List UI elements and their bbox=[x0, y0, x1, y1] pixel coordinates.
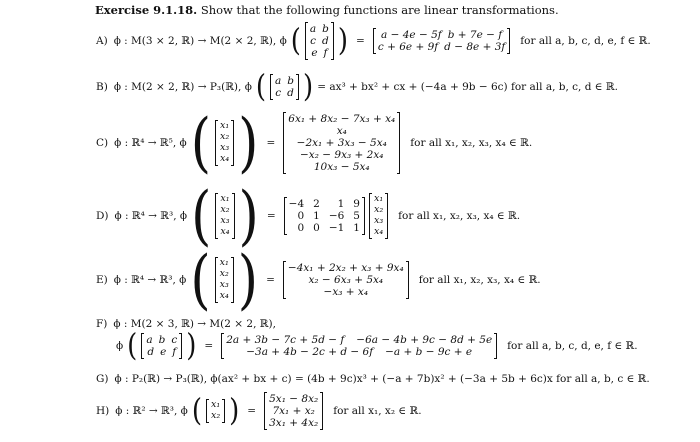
matrix-row bbox=[220, 291, 229, 302]
equals-sign: = bbox=[204, 340, 214, 353]
math-term: a − 4e − 5f bbox=[381, 29, 442, 42]
matrix-row bbox=[288, 113, 395, 125]
item-d bbox=[96, 178, 521, 254]
math-term: −2x₁ + 3x₃ − 5x₄ bbox=[296, 137, 387, 150]
matrix-row bbox=[288, 274, 404, 286]
parenthesis: ) bbox=[237, 242, 259, 318]
item-a bbox=[96, 22, 651, 60]
item-b bbox=[96, 69, 618, 106]
math-term: c + 6e + 9f bbox=[377, 41, 439, 54]
math-term: f bbox=[172, 346, 177, 359]
math-term: 0 bbox=[297, 209, 305, 222]
item-a-forall: for all a, b, c, d, e, f ∈ ℝ. bbox=[520, 35, 651, 48]
item-d-map: ϕ : ℝ⁴ → ℝ³, ϕ bbox=[114, 209, 188, 222]
math-term: x₂ bbox=[210, 410, 221, 422]
math-term: a bbox=[146, 334, 153, 346]
math-term: x₄ bbox=[373, 225, 384, 237]
matrix-row bbox=[288, 125, 395, 137]
math-term: −x₃ + x₄ bbox=[323, 286, 369, 299]
parenthesis: ) bbox=[303, 69, 314, 106]
math-term: 1 bbox=[353, 222, 360, 235]
item-d-coefficient-matrix bbox=[284, 197, 365, 235]
math-term: d bbox=[287, 87, 294, 100]
item-c-output-vector bbox=[283, 112, 400, 174]
math-term: 3x₁ + 4x₂ bbox=[269, 417, 319, 430]
math-term: 5x₁ − 8x₂ bbox=[269, 393, 319, 405]
math-term: x₄ bbox=[336, 125, 347, 138]
matrix-row bbox=[288, 149, 395, 161]
exercise-instruction: Show that the following functions are linear transformations. bbox=[200, 3, 559, 17]
item-f-label: F) bbox=[96, 318, 108, 330]
item-d-vector bbox=[369, 193, 388, 239]
matrix-row bbox=[211, 411, 220, 422]
item-c bbox=[96, 105, 533, 181]
equals-sign: = bbox=[247, 405, 257, 418]
math-term: x₂ bbox=[373, 204, 384, 216]
item-b-label: B) bbox=[96, 81, 108, 94]
item-e bbox=[96, 242, 541, 318]
parenthesis: ) bbox=[186, 328, 197, 365]
item-d-input-vector bbox=[215, 193, 234, 239]
item-c-map: ϕ : ℝ⁴ → ℝ⁵, ϕ bbox=[114, 137, 187, 150]
equals-sign: = bbox=[266, 273, 275, 286]
paren-open: ( bbox=[290, 23, 301, 60]
math-term: 0 bbox=[297, 222, 305, 235]
item-h-input-vector bbox=[206, 399, 225, 423]
item-g-label: G) bbox=[96, 373, 109, 385]
item-e-input-vector bbox=[215, 257, 234, 303]
matrix-row bbox=[269, 405, 318, 417]
matrix-row bbox=[146, 334, 177, 346]
math-term: x₃ bbox=[220, 215, 230, 226]
item-a-input-matrix bbox=[305, 22, 334, 60]
matrix-row bbox=[310, 47, 329, 59]
item-d-forall: for all x₁, x₂, x₃, x₄ ∈ ℝ. bbox=[398, 209, 521, 222]
matrix-row bbox=[288, 137, 395, 149]
item-e-forall: for all x₁, x₂, x₃, x₄ ∈ ℝ. bbox=[418, 273, 541, 286]
math-term: c bbox=[171, 334, 178, 346]
math-term: b bbox=[322, 23, 329, 35]
math-term: d bbox=[147, 346, 155, 359]
parenthesis: ) bbox=[238, 105, 259, 181]
math-term: e bbox=[311, 47, 318, 60]
parenthesis: ( bbox=[255, 69, 267, 106]
item-h-label: H) bbox=[96, 405, 110, 418]
matrix-row bbox=[288, 262, 404, 274]
math-term: −6 bbox=[328, 209, 345, 222]
matrix-row bbox=[310, 35, 329, 47]
math-term: x₃ bbox=[373, 215, 384, 226]
parenthesis: ( bbox=[190, 242, 211, 318]
item-b-input-matrix bbox=[270, 74, 299, 100]
matrix-row bbox=[146, 346, 177, 358]
math-term: 2 bbox=[313, 197, 320, 210]
math-term: −6a − 4b + 9c − 8d + 5e bbox=[356, 334, 493, 346]
math-term: x₃ bbox=[219, 142, 230, 154]
math-term: −4 bbox=[288, 197, 305, 210]
matrix-row bbox=[220, 154, 229, 165]
matrix-row bbox=[226, 346, 492, 358]
matrix-row bbox=[269, 393, 318, 405]
parenthesis: ( bbox=[191, 178, 212, 254]
math-term: x₂ bbox=[220, 204, 230, 216]
equals-sign: = bbox=[266, 137, 276, 150]
math-term: x₁ bbox=[373, 193, 384, 205]
item-e-output-vector bbox=[283, 261, 409, 299]
parenthesis: ( bbox=[190, 105, 211, 181]
math-term: −3a + 4b − 2c + d − 6f bbox=[246, 346, 374, 359]
math-term: d bbox=[321, 35, 329, 48]
math-term: 9 bbox=[353, 197, 360, 210]
item-f-forall: for all a, b, c, d, e, f ∈ ℝ. bbox=[507, 340, 638, 353]
matrix-row bbox=[288, 161, 395, 173]
item-f bbox=[116, 328, 638, 365]
matrix-row bbox=[310, 23, 329, 35]
equals-sign: = bbox=[356, 35, 365, 48]
math-term: x₄ bbox=[219, 289, 229, 301]
math-term: x₄ bbox=[220, 225, 230, 237]
item-e-label: E) bbox=[96, 273, 108, 286]
item-f-input-matrix bbox=[141, 333, 182, 359]
math-term: x₂ − 6x₃ + 5x₄ bbox=[308, 273, 384, 286]
parenthesis: ( bbox=[191, 393, 202, 430]
item-e-map: ϕ : ℝ⁴ → ℝ³, ϕ bbox=[113, 273, 187, 286]
item-f-phi: ϕ bbox=[116, 340, 124, 353]
item-g bbox=[96, 373, 650, 385]
math-term: c bbox=[310, 35, 316, 48]
item-c-input-vector bbox=[215, 120, 234, 166]
matrix-row bbox=[378, 29, 505, 41]
item-f-map: ϕ : M(2 × 3, ℝ) → M(2 × 2, ℝ), bbox=[113, 318, 276, 330]
math-term: 7x₁ + x₂ bbox=[272, 405, 315, 418]
exercise-heading bbox=[95, 4, 559, 17]
math-term: b bbox=[287, 75, 295, 87]
matrix-row bbox=[288, 286, 404, 298]
math-term: x₃ bbox=[219, 279, 229, 290]
math-term: x₁ bbox=[219, 257, 229, 269]
item-c-label: C) bbox=[96, 137, 109, 150]
math-term: 5 bbox=[353, 209, 360, 222]
math-term: −a + b − 9c + e bbox=[385, 346, 473, 359]
item-d-label: D) bbox=[96, 209, 109, 222]
math-term: c bbox=[275, 87, 282, 100]
exercise-number: Exercise 9.1.18. bbox=[95, 3, 198, 17]
math-term: x₄ bbox=[219, 153, 230, 165]
math-term: b + 7e − f bbox=[447, 29, 503, 42]
parenthesis: ( bbox=[127, 328, 138, 365]
matrix-row bbox=[275, 87, 294, 99]
matrix-row bbox=[275, 75, 294, 87]
math-term: −4x₁ + 2x₂ + x₃ + 9x₄ bbox=[287, 261, 404, 274]
matrix-row bbox=[378, 41, 505, 53]
math-term: x₁ bbox=[220, 193, 230, 205]
math-term: −1 bbox=[328, 222, 345, 235]
item-a-map: ϕ : M(3 × 2, ℝ) → M(2 × 2, ℝ), ϕ bbox=[113, 35, 287, 48]
math-term: 10x₃ − 5x₄ bbox=[313, 161, 370, 174]
math-term: 2a + 3b − 7c + 5d − f bbox=[226, 334, 345, 346]
math-term: f bbox=[323, 47, 328, 60]
item-a-output-matrix bbox=[373, 28, 510, 54]
math-term: 0 bbox=[313, 222, 320, 235]
math-term: −x₂ − 9x₃ + 2x₄ bbox=[300, 149, 384, 162]
item-a-label: A) bbox=[96, 35, 108, 48]
equals-sign: = bbox=[266, 209, 276, 222]
math-term: x₁ bbox=[210, 399, 221, 411]
item-h-map: ϕ : ℝ² → ℝ³, ϕ bbox=[115, 405, 188, 418]
paren-close: ) bbox=[337, 23, 349, 60]
math-term: x₂ bbox=[219, 268, 229, 280]
math-term: a bbox=[275, 75, 282, 87]
matrix-row bbox=[269, 417, 318, 429]
math-term: e bbox=[160, 346, 167, 359]
math-term: x₂ bbox=[219, 131, 230, 143]
item-h-output-vector bbox=[264, 392, 323, 430]
math-term: x₁ bbox=[219, 120, 230, 132]
math-term: b bbox=[158, 334, 166, 346]
item-b-result: = ax³ + bx² + cx + (−4a + 9b − 6c) for all a, b, c, d ∈ ℝ. bbox=[317, 81, 618, 94]
math-term: a bbox=[309, 23, 317, 35]
math-term: 6x₁ + 8x₂ − 7x₃ + x₄ bbox=[288, 113, 396, 125]
item-h bbox=[96, 392, 422, 430]
math-term: 1 bbox=[337, 197, 345, 210]
item-h-forall: for all x₁, x₂ ∈ ℝ. bbox=[333, 405, 422, 418]
matrix-row bbox=[220, 227, 229, 238]
matrix-row bbox=[226, 334, 492, 346]
item-f-output-matrix bbox=[221, 333, 497, 359]
item-b-map: ϕ : M(2 × 2, ℝ) → P₃(ℝ), ϕ bbox=[113, 81, 252, 94]
math-term: d − 8e + 3f bbox=[444, 41, 506, 54]
parenthesis: ) bbox=[238, 178, 259, 254]
item-g-text: ϕ : P₂(ℝ) → P₃(ℝ), ϕ(ax² + bx + c) = (4b + 9c)x³ + (−a + 7b)x² + (−3a + 5b + 6c)x for all a, b, c ∈ ℝ. bbox=[114, 373, 650, 385]
matrix-row bbox=[374, 227, 383, 238]
math-term: 1 bbox=[313, 209, 320, 222]
parenthesis: ) bbox=[229, 393, 240, 430]
item-c-forall: for all x₁, x₂, x₃, x₄ ∈ ℝ. bbox=[410, 137, 533, 150]
